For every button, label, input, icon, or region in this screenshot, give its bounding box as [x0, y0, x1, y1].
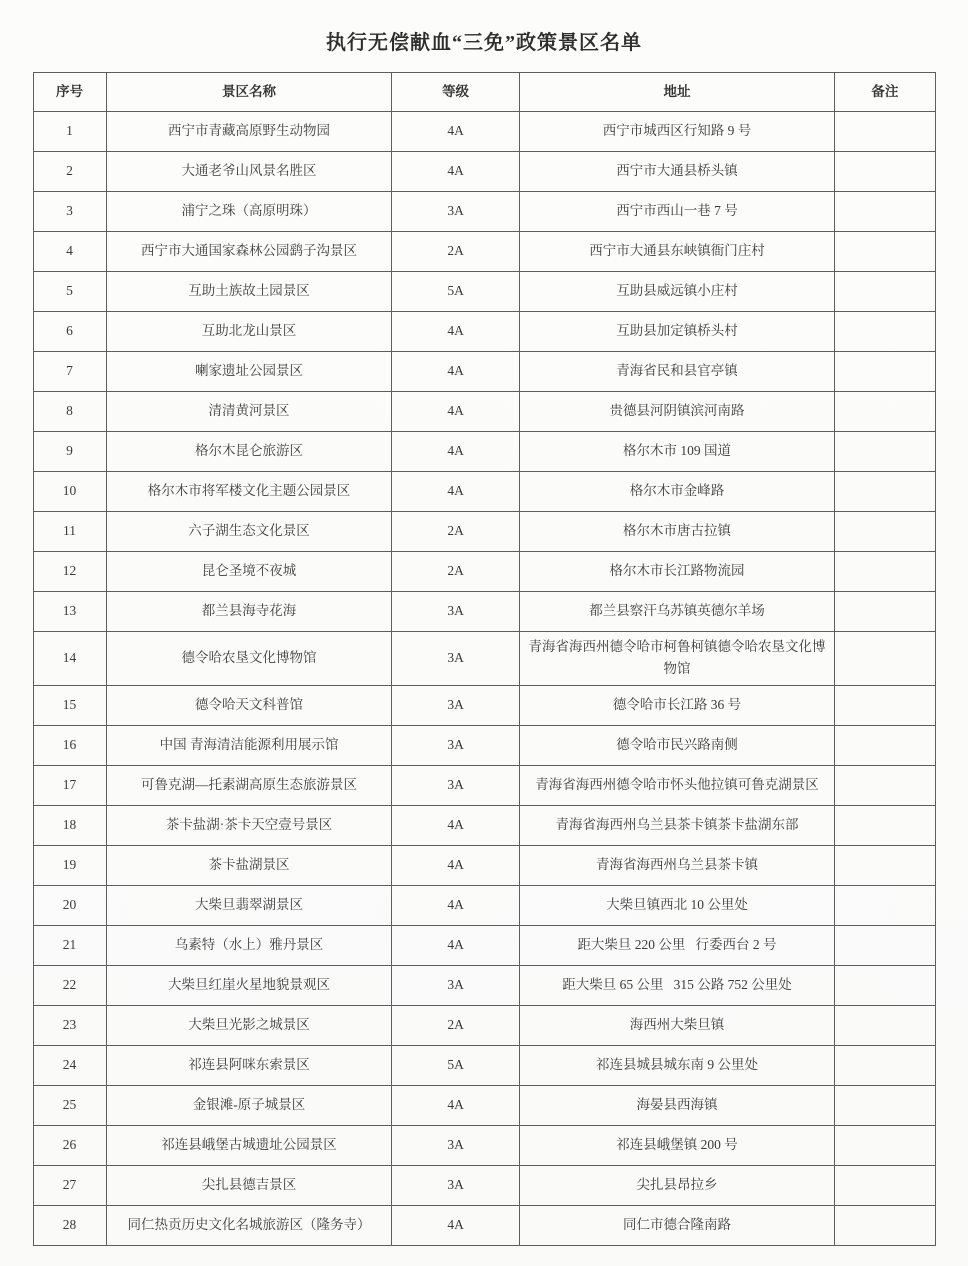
row-number-cell: 11: [33, 512, 106, 552]
table-row: [33, 725, 935, 765]
scenic-area-name-cell: 互助北龙山景区: [106, 312, 392, 352]
grade-cell: 4A: [392, 885, 519, 925]
grade-cell: 3A: [392, 592, 519, 632]
row-number-cell: 13: [33, 592, 106, 632]
header-remark: 备注: [835, 73, 935, 112]
table-row: [33, 925, 935, 965]
table-row: [33, 352, 935, 392]
address-cell: 格尔木市金峰路: [519, 472, 835, 512]
address-cell: 西宁市城西区行知路 9 号: [519, 112, 835, 152]
grade-cell: 4A: [392, 472, 519, 512]
scenic-area-name-cell: 中国 青海清洁能源利用展示馆: [106, 725, 392, 765]
remark-cell: [835, 925, 935, 965]
address-cell: 德令哈市长江路 36 号: [519, 685, 835, 725]
remark-cell: [835, 845, 935, 885]
address-cell: 距大柴旦 220 公里 行委西台 2 号: [519, 925, 835, 965]
row-number-cell: 2: [33, 152, 106, 192]
remark-cell: [835, 805, 935, 845]
remark-cell: [835, 472, 935, 512]
address-cell: 互助县威远镇小庄村: [519, 272, 835, 312]
address-cell: 大柴旦镇西北 10 公里处: [519, 885, 835, 925]
remark-cell: [835, 432, 935, 472]
row-number-cell: 22: [33, 965, 106, 1005]
row-number-cell: 16: [33, 725, 106, 765]
address-cell: 青海省海西州德令哈市柯鲁柯镇德令哈农垦文化博物馆: [519, 632, 835, 686]
remark-cell: [835, 885, 935, 925]
scenic-area-name-cell: 都兰县海寺花海: [106, 592, 392, 632]
table-row: [33, 1205, 935, 1245]
scenic-area-name-cell: 西宁市青藏高原野生动物园: [106, 112, 392, 152]
table-row: [33, 472, 935, 512]
row-number-cell: 7: [33, 352, 106, 392]
remark-cell: [835, 1165, 935, 1205]
address-cell: 距大柴旦 65 公里 315 公路 752 公里处: [519, 965, 835, 1005]
row-number-cell: 18: [33, 805, 106, 845]
row-number-cell: 27: [33, 1165, 106, 1205]
grade-cell: 4A: [392, 352, 519, 392]
remark-cell: [835, 1005, 935, 1045]
table-row: [33, 685, 935, 725]
scenic-area-name-cell: 大通老爷山风景名胜区: [106, 152, 392, 192]
address-cell: 同仁市德合隆南路: [519, 1205, 835, 1245]
grade-cell: 3A: [392, 685, 519, 725]
row-number-cell: 15: [33, 685, 106, 725]
address-cell: 互助县加定镇桥头村: [519, 312, 835, 352]
scenic-area-name-cell: 浦宁之珠（高原明珠）: [106, 192, 392, 232]
grade-cell: 3A: [392, 632, 519, 686]
grade-cell: 4A: [392, 152, 519, 192]
table-body: [33, 112, 935, 1246]
remark-cell: [835, 1205, 935, 1245]
table-row: [33, 552, 935, 592]
grade-cell: 4A: [392, 1205, 519, 1245]
header-address: 地址: [519, 73, 835, 112]
scenic-area-name-cell: 茶卡盐湖景区: [106, 845, 392, 885]
table-row: [33, 632, 935, 686]
table-row: [33, 1165, 935, 1205]
scenic-area-name-cell: 德令哈天文科普馆: [106, 685, 392, 725]
grade-cell: 3A: [392, 1165, 519, 1205]
grade-cell: 2A: [392, 552, 519, 592]
row-number-cell: 5: [33, 272, 106, 312]
remark-cell: [835, 392, 935, 432]
grade-cell: 3A: [392, 725, 519, 765]
scenic-area-name-cell: 茶卡盐湖·茶卡天空壹号景区: [106, 805, 392, 845]
remark-cell: [835, 152, 935, 192]
address-cell: 祁连县峨堡镇 200 号: [519, 1125, 835, 1165]
table-row: [33, 112, 935, 152]
address-cell: 都兰县察汗乌苏镇英德尔羊场: [519, 592, 835, 632]
table-row: [33, 392, 935, 432]
remark-cell: [835, 352, 935, 392]
grade-cell: 5A: [392, 272, 519, 312]
address-cell: 青海省海西州乌兰县茶卡镇茶卡盐湖东部: [519, 805, 835, 845]
grade-cell: 4A: [392, 1085, 519, 1125]
address-cell: 西宁市西山一巷 7 号: [519, 192, 835, 232]
scenic-area-name-cell: 六子湖生态文化景区: [106, 512, 392, 552]
row-number-cell: 8: [33, 392, 106, 432]
table-row: [33, 965, 935, 1005]
row-number-cell: 24: [33, 1045, 106, 1085]
address-cell: 青海省海西州德令哈市怀头他拉镇可鲁克湖景区: [519, 765, 835, 805]
address-cell: 西宁市大通县桥头镇: [519, 152, 835, 192]
grade-cell: 3A: [392, 965, 519, 1005]
scenic-area-name-cell: 格尔木市将军楼文化主题公园景区: [106, 472, 392, 512]
grade-cell: 4A: [392, 845, 519, 885]
table-row: [33, 432, 935, 472]
address-cell: 海晏县西海镇: [519, 1085, 835, 1125]
scenic-area-name-cell: 喇家遗址公园景区: [106, 352, 392, 392]
scenic-area-name-cell: 祁连县峨堡古城遗址公园景区: [106, 1125, 392, 1165]
row-number-cell: 25: [33, 1085, 106, 1125]
scenic-area-name-cell: 同仁热贡历史文化名城旅游区（隆务寺）: [106, 1205, 392, 1245]
grade-cell: 4A: [392, 112, 519, 152]
scenic-area-name-cell: 尖扎县德吉景区: [106, 1165, 392, 1205]
scenic-area-name-cell: 乌素特（水上）雅丹景区: [106, 925, 392, 965]
scenic-area-name-cell: 西宁市大通国家森林公园鹞子沟景区: [106, 232, 392, 272]
scenic-area-name-cell: 可鲁克湖—托素湖高原生态旅游景区: [106, 765, 392, 805]
grade-cell: 2A: [392, 1005, 519, 1045]
grade-cell: 4A: [392, 312, 519, 352]
table-row: [33, 312, 935, 352]
table-row: [33, 805, 935, 845]
grade-cell: 2A: [392, 232, 519, 272]
row-number-cell: 4: [33, 232, 106, 272]
table-row: [33, 765, 935, 805]
remark-cell: [835, 1125, 935, 1165]
row-number-cell: 28: [33, 1205, 106, 1245]
row-number-cell: 1: [33, 112, 106, 152]
table-row: [33, 1005, 935, 1045]
remark-cell: [835, 725, 935, 765]
page-title: 执行无偿献血“三免”政策景区名单: [326, 32, 642, 54]
address-cell: 德令哈市民兴路南侧: [519, 725, 835, 765]
scenic-area-name-cell: 互助土族故土园景区: [106, 272, 392, 312]
scenic-area-name-cell: 清清黄河景区: [106, 392, 392, 432]
remark-cell: [835, 552, 935, 592]
row-number-cell: 12: [33, 552, 106, 592]
remark-cell: [835, 112, 935, 152]
row-number-cell: 10: [33, 472, 106, 512]
remark-cell: [835, 272, 935, 312]
table-row: [33, 845, 935, 885]
table-row: [33, 272, 935, 312]
remark-cell: [835, 192, 935, 232]
grade-cell: 3A: [392, 1125, 519, 1165]
remark-cell: [835, 1045, 935, 1085]
table-header-row: [33, 73, 935, 112]
header-grade: 等级: [392, 73, 519, 112]
row-number-cell: 3: [33, 192, 106, 232]
table-row: [33, 192, 935, 232]
address-cell: 青海省民和县官亭镇: [519, 352, 835, 392]
scenic-area-name-cell: 昆仑圣境不夜城: [106, 552, 392, 592]
table-row: [33, 1045, 935, 1085]
row-number-cell: 14: [33, 632, 106, 686]
remark-cell: [835, 232, 935, 272]
scenic-area-name-cell: 大柴旦红崖火星地貌景观区: [106, 965, 392, 1005]
address-cell: 青海省海西州乌兰县茶卡镇: [519, 845, 835, 885]
grade-cell: 4A: [392, 432, 519, 472]
header-name: 景区名称: [106, 73, 392, 112]
remark-cell: [835, 685, 935, 725]
address-cell: 贵德县河阴镇滨河南路: [519, 392, 835, 432]
remark-cell: [835, 965, 935, 1005]
address-cell: 海西州大柴旦镇: [519, 1005, 835, 1045]
remark-cell: [835, 592, 935, 632]
row-number-cell: 20: [33, 885, 106, 925]
scenic-area-name-cell: 格尔木昆仑旅游区: [106, 432, 392, 472]
row-number-cell: 21: [33, 925, 106, 965]
row-number-cell: 17: [33, 765, 106, 805]
table-row: [33, 512, 935, 552]
remark-cell: [835, 632, 935, 686]
header-number: 序号: [33, 73, 106, 112]
table-header: [33, 73, 935, 112]
table-row: [33, 1125, 935, 1165]
grade-cell: 2A: [392, 512, 519, 552]
row-number-cell: 26: [33, 1125, 106, 1165]
address-cell: 格尔木市长江路物流园: [519, 552, 835, 592]
remark-cell: [835, 512, 935, 552]
scenic-area-name-cell: 大柴旦光影之城景区: [106, 1005, 392, 1045]
grade-cell: 3A: [392, 765, 519, 805]
grade-cell: 4A: [392, 925, 519, 965]
scenic-area-name-cell: 德令哈农垦文化博物馆: [106, 632, 392, 686]
address-cell: 西宁市大通县东峡镇衙门庄村: [519, 232, 835, 272]
scenic-area-name-cell: 金银滩-原子城景区: [106, 1085, 392, 1125]
grade-cell: 5A: [392, 1045, 519, 1085]
scenic-area-name-cell: 祁连县阿咪东索景区: [106, 1045, 392, 1085]
table-row: [33, 1085, 935, 1125]
address-cell: 尖扎县昂拉乡: [519, 1165, 835, 1205]
row-number-cell: 19: [33, 845, 106, 885]
grade-cell: 4A: [392, 805, 519, 845]
row-number-cell: 23: [33, 1005, 106, 1045]
table-row: [33, 592, 935, 632]
table-row: [33, 152, 935, 192]
row-number-cell: 9: [33, 432, 106, 472]
remark-cell: [835, 1085, 935, 1125]
scenic-area-name-cell: 大柴旦翡翠湖景区: [106, 885, 392, 925]
remark-cell: [835, 765, 935, 805]
grade-cell: 3A: [392, 192, 519, 232]
address-cell: 格尔木市唐古拉镇: [519, 512, 835, 552]
scenic-area-table: [33, 72, 936, 1246]
table-row: [33, 885, 935, 925]
address-cell: 祁连县城县城东南 9 公里处: [519, 1045, 835, 1085]
row-number-cell: 6: [33, 312, 106, 352]
grade-cell: 4A: [392, 392, 519, 432]
table-row: [33, 232, 935, 272]
remark-cell: [835, 312, 935, 352]
address-cell: 格尔木市 109 国道: [519, 432, 835, 472]
